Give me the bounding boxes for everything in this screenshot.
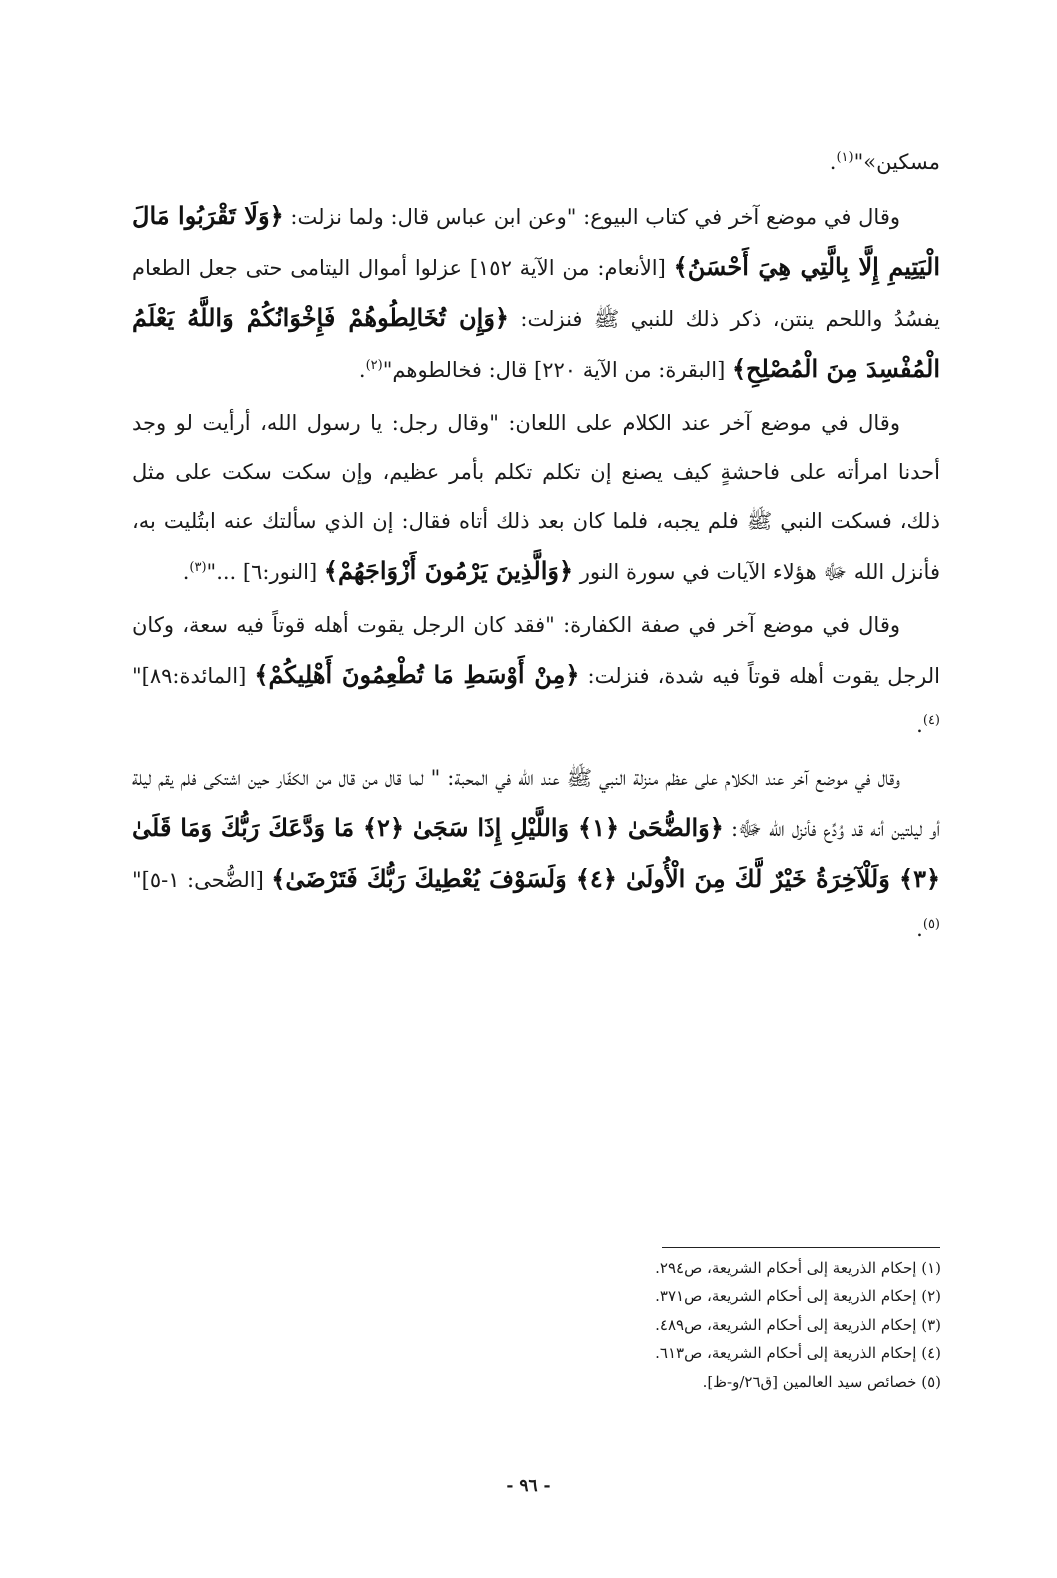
quran-verse: ﴿وَإِن تُخَالِطُوهُمْ فَإِخْوَانُكُمْ وَاللَّهُ يَعْلَمُ الْمُفْسِدَ مِنَ الْمُصْلِحِ﴾ <box>132 303 940 383</box>
footnote: (١) إحكام الذريعة إلى أحكام الشريعة، ص٢٩٤. <box>655 1259 941 1277</box>
paragraph-text: [الأنعام: من الآية ١٥٢] عزلوا أموال اليتامى حتى جعل الطعام يفسُدُ واللحم ينتن، ذكر ذلك للنبي ﷺ فنزلت: <box>132 256 940 331</box>
paragraph <box>132 191 940 395</box>
page-number: - ٩٦ - <box>506 1476 551 1496</box>
footnotes <box>441 1254 941 1396</box>
paragraph <box>132 399 940 597</box>
footnote-reference: (١) <box>836 150 854 165</box>
paragraph <box>132 754 940 954</box>
quran-verse: ﴿وَالَّذِينَ يَرْمُونَ أَزْوَاجَهُمْ﴾ <box>323 556 574 585</box>
footnote-reference: (٤) <box>922 713 940 728</box>
paragraph-text: [الضُّحى: ١-٥]" <box>132 868 272 892</box>
paragraph-text: وقال في موضع آخر في كتاب البيوع: "وعن ابن عباس قال: ولما نزلت: <box>283 205 901 229</box>
paragraph-text: . <box>358 358 366 382</box>
footnote: (٥) خصائص سيد العالمين [ق٢٦/و-ظ]. <box>702 1372 941 1391</box>
paragraph-text: [النور:٦] ..." <box>206 560 324 584</box>
paragraph-text: . <box>916 917 923 941</box>
paragraph-text: . <box>182 560 190 584</box>
paragraph-text: [المائدة:٨٩]" <box>132 664 255 688</box>
footnote-reference: (٢) <box>365 358 383 373</box>
paragraph-text: وقال في موضع آخر عند الكلام على عظم منزلة النبي ﷺ عند الله في المحبة: " لما قال من قال من الكفّار حين اشتكى فلم يقم ليلة أو ليلتين أنه قد وُدِّع فأنزل الله ﷻ: <box>132 766 941 841</box>
footnote-separator <box>662 1247 940 1248</box>
paragraph-text: مسكين»" <box>853 150 940 174</box>
footnote: (٤) إحكام الذريعة إلى أحكام الشريعة، ص٦١٣. <box>655 1344 941 1363</box>
footnote-reference: (٣) <box>189 560 207 575</box>
paragraph-text: وقال في موضع آخر في صفة الكفارة: "فقد كان الرجل يقوت أهله قوتاً فيه سعة، وكان الرجل يقوت أهله قوتاً فيه شدة، فنزلت: <box>132 613 940 688</box>
quran-verse: ﴿وَلَا تَقْرَبُوا مَالَ الْيَتِيمِ إِلَّا بِالَّتِي هِيَ أَحْسَنُ﴾ <box>132 201 941 281</box>
main-text <box>132 138 940 958</box>
paragraph-text: وقال في موضع آخر عند الكلام على اللعان: "وقال رجل: يا رسول الله، أرأيت لو وجد أحدنا امرأته على فاحشةٍ كيف يصنع إن تكلم تكلم بأمر عظيم، وإن سكت سكت على مثل ذلك، فسكت النبي ﷺ فلم يجبه، فلما كان بعد ذلك أتاه فقال: إن الذي سألتك عنه ابتُليت به، فأنزل الله ﷻ هؤلاء الآيات في سورة النور <box>132 411 940 584</box>
paragraph <box>132 601 940 750</box>
paragraph-text: . <box>916 713 923 737</box>
footnote: (٢) إحكام الذريعة إلى أحكام الشريعة، ص٣٧١. <box>655 1287 941 1306</box>
quran-verse: ﴿وَالضُّحَىٰ ﴿١﴾ وَاللَّيْلِ إِذَا سَجَىٰ ﴿٢﴾ مَا وَدَّعَكَ رَبُّكَ وَمَا قَلَىٰ ﴿٣﴾ وَلَلْآخِرَةُ خَيْرٌ لَّكَ مِنَ الْأُولَىٰ ﴿٤﴾ وَلَسَوْفَ يُعْطِيكَ رَبُّكَ فَتَرْضَىٰ﴾ <box>132 813 941 893</box>
paragraph <box>132 138 940 187</box>
paragraph-text: [البقرة: من الآية ٢٢٠] قال: فخالطوهم" <box>382 358 732 382</box>
paragraph-text: . <box>829 150 837 174</box>
footnote-reference: (٥) <box>922 917 940 932</box>
footnote: (٣) إحكام الذريعة إلى أحكام الشريعة، ص٤٨٩. <box>655 1315 941 1334</box>
quran-verse: ﴿مِنْ أَوْسَطِ مَا تُطْعِمُونَ أَهْلِيكُمْ﴾ <box>254 660 580 689</box>
